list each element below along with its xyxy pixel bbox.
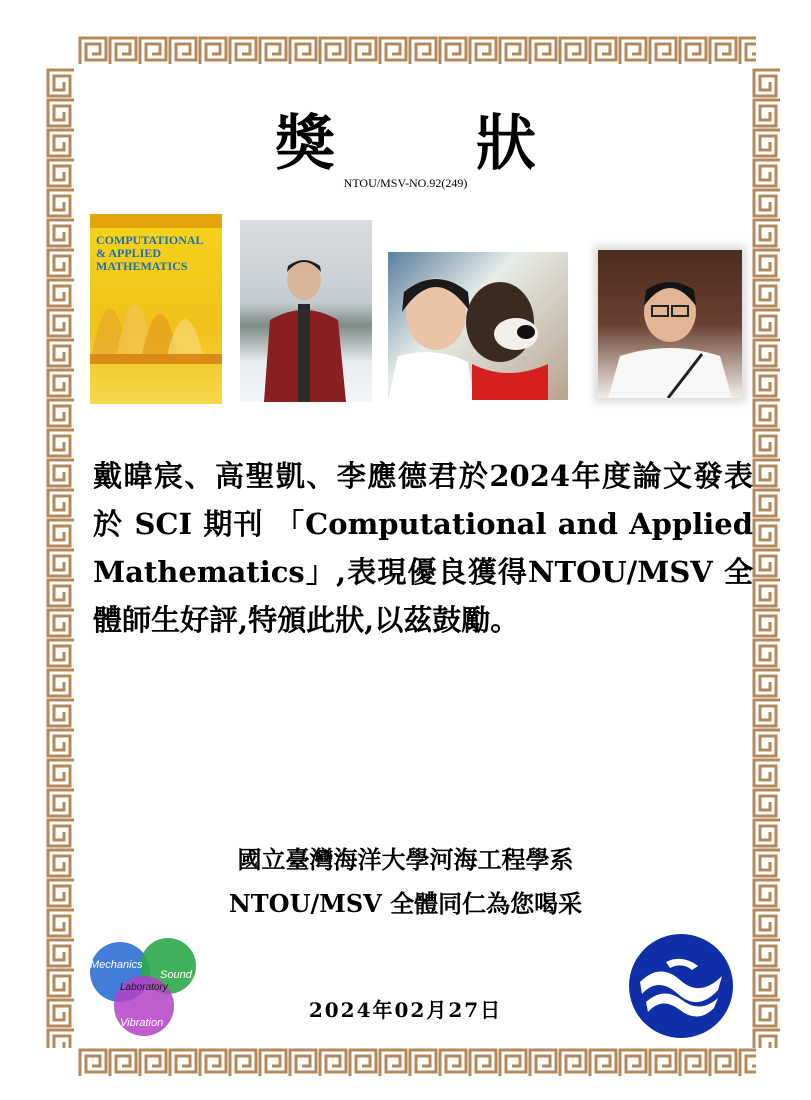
certificate-title: 獎 狀: [275, 109, 596, 179]
cover-art: [90, 214, 222, 364]
member-photo-1: [240, 220, 372, 402]
cover-title-line3: MATHEMATICS: [96, 259, 188, 273]
certificate-date: 2024年02月27日: [308, 998, 503, 1022]
certificate-body: 戴暐宸、高聖凱、李應德君於2024年度論文發表於 SCI 期刊 「Computational and Applied Mathematics」,表現優良獲得NTOU/MSV 全體師生好評,特頒此狀,以茲鼓勵。: [93, 459, 753, 637]
member-photo-3: [598, 250, 742, 398]
cover-title-line2: & APPLIED: [96, 246, 162, 260]
member-photo-2: [388, 252, 568, 400]
border-bottom: [78, 1048, 756, 1078]
university-logo: [626, 932, 736, 1040]
border-top: [78, 36, 756, 66]
organization-name: 國立臺灣海洋大學河海工程學系: [237, 845, 574, 874]
msv-lab-logo: [86, 934, 202, 1038]
logo-word-sound: Sound: [160, 969, 192, 981]
logo-word-mechanics: Mechanics: [90, 959, 143, 971]
cover-title-line1: COMPUTATIONAL: [96, 233, 204, 247]
organization-cheer: NTOU/MSV 全體同仁為您喝采: [228, 889, 583, 918]
logo-word-vibration: Vibration: [120, 1017, 164, 1029]
reference-number: NTOU/MSV-NO.92(249): [343, 176, 468, 190]
logo-word-laboratory: Laboratory: [120, 982, 168, 993]
journal-cover-image: [90, 214, 222, 404]
